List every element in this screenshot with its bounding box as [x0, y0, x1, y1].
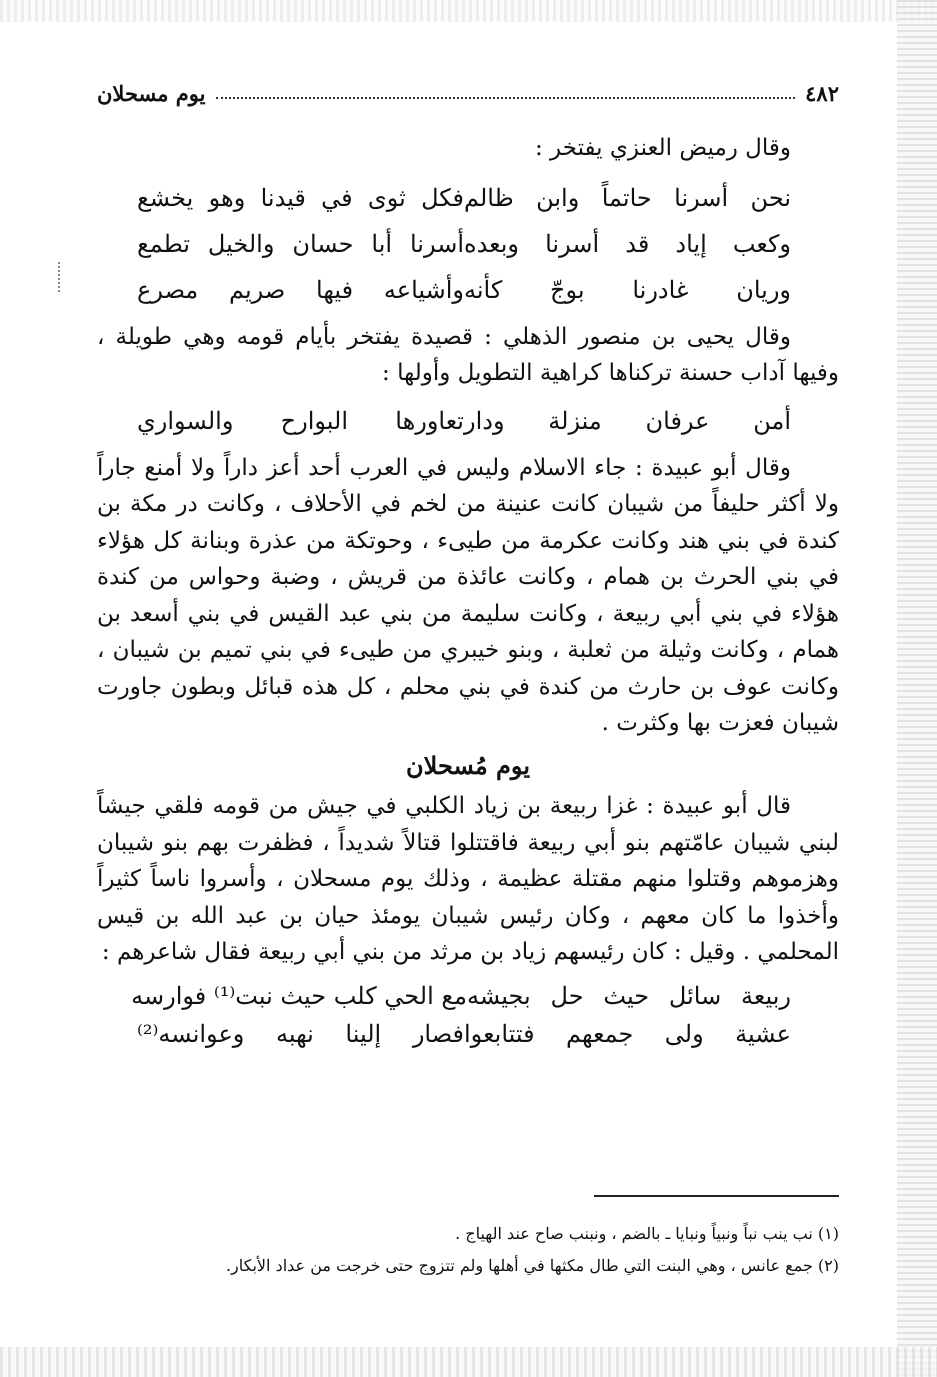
verse-second-hemistich: تعاورها البوارح والسواري: [137, 406, 464, 435]
verse-second-hemistich: فصار إلينا نهبه وعوانسه⁽²⁾: [137, 1019, 464, 1048]
verse: [97, 267, 839, 313]
running-title: يوم مسحلان: [97, 81, 206, 106]
verse-second-hemistich: وأشياعه فيها صريم مصرع: [137, 275, 464, 304]
section-heading: يوم مُسحلان: [406, 750, 530, 780]
verse-second-hemistich: أسرنا أبا حسان والخيل تطمع: [137, 229, 464, 258]
verse-second-hemistich: فكل ثوى في قيدنا وهو يخشع: [137, 183, 464, 212]
verse: [97, 977, 839, 1015]
footnote: (١) نب ينب نباً ونبياً ونبايا ـ بالضم ، ونبنب صاح عند الهياج .: [455, 1224, 839, 1243]
verse: [97, 221, 839, 267]
verse: [97, 398, 839, 444]
margin-mark: [58, 262, 64, 292]
page-header: [97, 74, 839, 106]
paragraph-mushalan: قال أبو عبيدة : غزا ربيعة بن زياد الكلبي في جيش من قومه فلقي جيشاً لبني شيبان عامّتهم بنو أبي ربيعة فاقتتلوا قتالاً شديداً ، فظفرت بهم بنو شيبان وهزموهم وقتلوا منهم مقتلة عظيمة ، وذلك يوم مسحلان ، وأسروا ناساً كثيراً وأخذوا ما كان معهم ، وكان رئيس شيبان يومئذ حيان بن عبد الله بن قيس المحلمي . وقيل : كان رئيسهم زياد بن مرثد من بني أبي ربيعة فقال شاعرهم :: [97, 793, 839, 965]
verse: [97, 1015, 839, 1053]
poem-intro-ramid: وقال رميض العنزي يفتخر :: [535, 135, 791, 161]
verse-first-hemistich: نحن أسرنا حاتماً وابن ظالم: [464, 183, 791, 212]
verse-first-hemistich: عشية ولى جمعهم فتتابعوا: [464, 1019, 791, 1048]
footnotes: [97, 1218, 839, 1282]
verse-first-hemistich: ربيعة سائل حيث حل بجيشه: [467, 981, 791, 1010]
poem-shaiban: [97, 977, 839, 1053]
scan-border-top: [0, 0, 937, 22]
page-number: ٤٨٢: [805, 81, 839, 106]
paragraph-abu-ubayda: وقال أبو عبيدة : جاء الاسلام وليس في العرب أحد أعز داراً ولا أمنع جاراً ولا أكثر حليفاً من شيبان كانت عنينة من لخم في الأحلاف ، وكانت در مكة بن كندة في بني هند وكانت عكرمة من طيىء ، وحوتكة من عذرة وبنانة كل هؤلاء في بني الحرث بن همام ، وكانت عائذة من قريش ، وضبة وحواس من كندة هؤلاء في بني أبي ربيعة ، وكانت سليمة من بني عبد القيس في بني أسعد بن همام ، وكانت وثيلة من ثعلبة ، وبنو خيبري من طيىء في بني تميم بن شيبان ، وكانت عوف بن حارث من كندة في بني محلم ، كل هذه قبائل وبطون جاورت شيبان فعزت بها وكثرت .: [97, 454, 839, 736]
footnote: (٢) جمع عانس ، وهي البنت التي طال مكثها في أهلها ولم تتزوج حتى خرجت من عداد الأبكار.: [225, 1256, 839, 1275]
verse-first-hemistich: أمن عرفان منزلة ودار: [464, 406, 791, 435]
scan-border-right: [897, 0, 937, 1377]
paragraph-yahya: وقال يحيى بن منصور الذهلي : قصيدة يفتخر بأيام قومه وهي طويلة ، وفيها آداب حسنة تركناها كراهية التطويل وأولها :: [97, 323, 839, 386]
verse-first-hemistich: وريان غادرنا بوجّ كأنه: [464, 275, 791, 304]
scan-border-bottom: [0, 1347, 937, 1377]
main-text: [97, 130, 839, 1059]
header-leader-dots: [216, 97, 796, 99]
verse-first-hemistich: وكعب إياد قد أسرنا وبعده: [464, 229, 791, 258]
footnote-separator: [594, 1195, 839, 1197]
verse-second-hemistich: مع الحي كلب حيث نبت⁽¹⁾ فوارسه: [131, 981, 467, 1010]
poem-yahya: [97, 398, 839, 444]
verse: [97, 175, 839, 221]
poem-ramid: [97, 175, 839, 313]
